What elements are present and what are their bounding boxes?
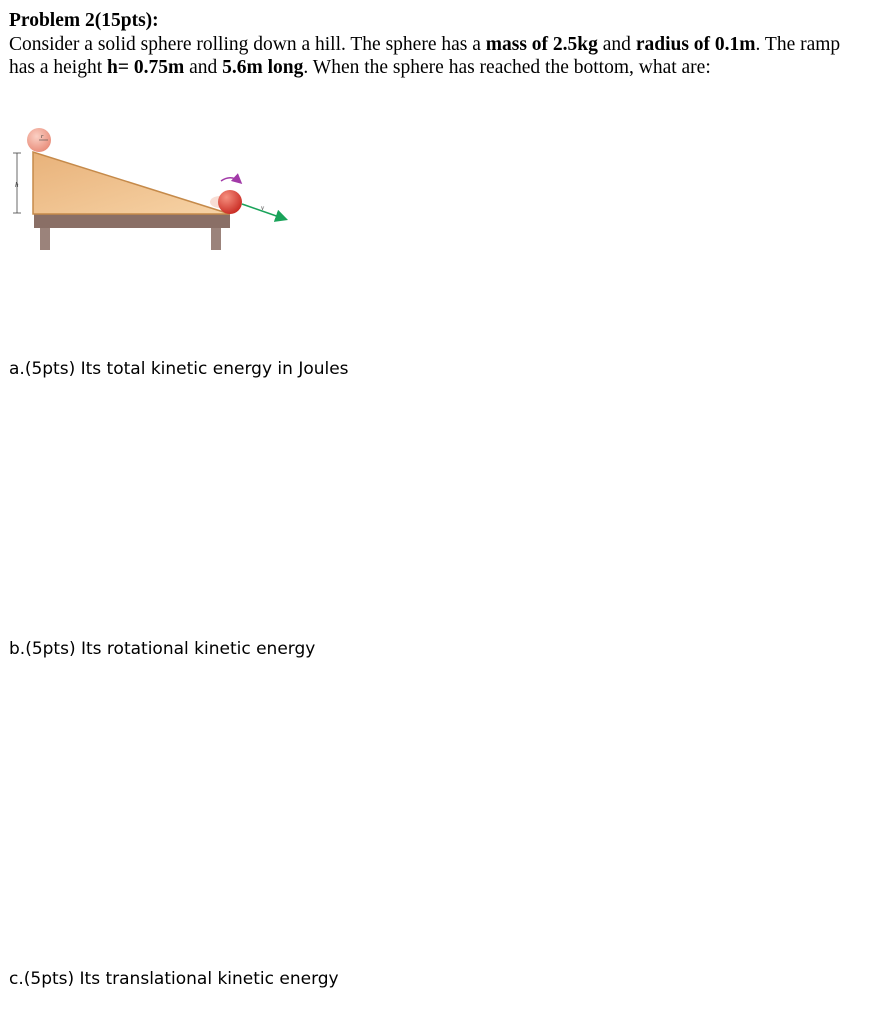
- question-b: b.(5pts) Its rotational kinetic energy: [9, 639, 316, 659]
- height-value: h= 0.75m: [107, 57, 185, 78]
- height-label: h: [15, 181, 19, 189]
- length-value: 5.6m long: [222, 57, 304, 78]
- question-a: a.(5pts) Its total kinetic energy in Joules: [9, 359, 349, 379]
- radius-label: r: [41, 134, 44, 140]
- velocity-label: v: [261, 204, 265, 212]
- table-top: [34, 214, 230, 228]
- mass-value: mass of 2.5kg: [485, 33, 598, 55]
- ramp-figure: [8, 124, 292, 252]
- table-leg-right: [211, 228, 221, 250]
- problem-body: Consider a solid sphere rolling down a hill. The sphere has a mass of 2.5kg and radius of 0.1m. The ramp has a height h= 0.75m and 5.6m long. When the sphere has reached the bottom, what are:: [9, 33, 841, 78]
- problem-heading: Problem 2(15pts):: [9, 10, 159, 31]
- question-c: c.(5pts) Its translational kinetic energy: [9, 969, 339, 989]
- radius-value: radius of 0.1m: [635, 33, 756, 55]
- table-leg-left: [40, 228, 50, 250]
- rotation-arrow: [221, 178, 240, 182]
- sphere-bottom: [218, 190, 242, 214]
- problem-statement: [9, 9, 869, 80]
- ramp: [33, 152, 230, 214]
